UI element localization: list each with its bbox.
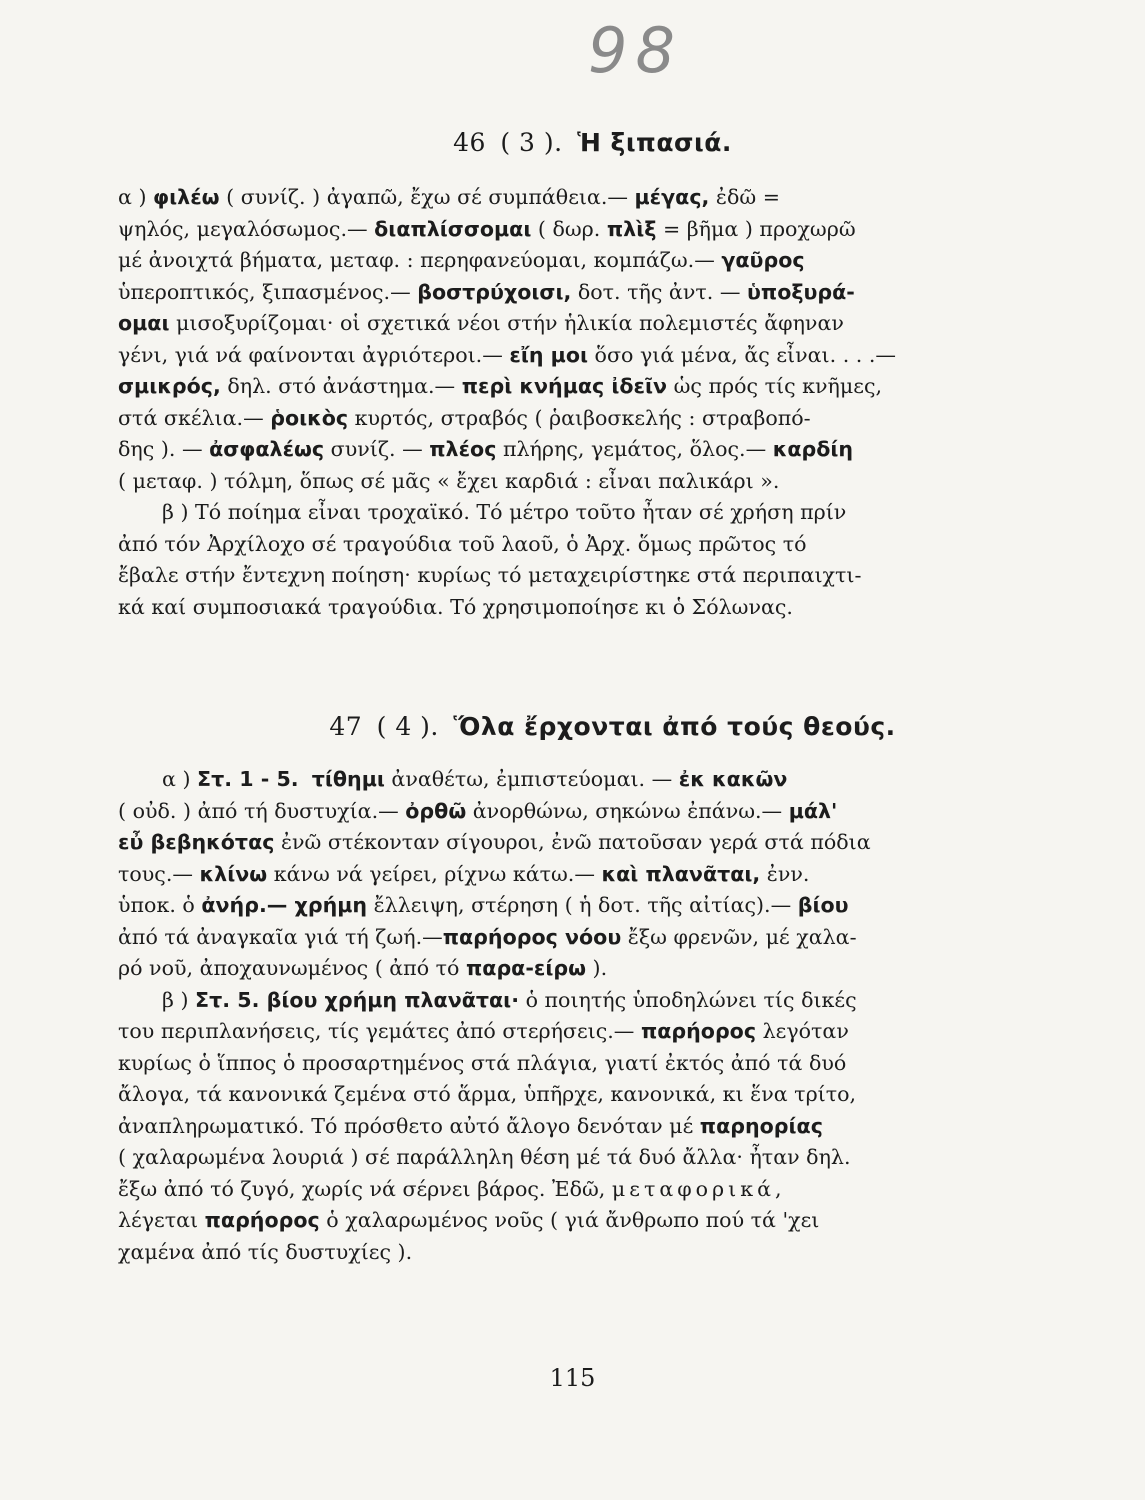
- lemma-term: βίου: [797, 893, 849, 917]
- text-run: [299, 767, 312, 791]
- text-run: ἐνῶ στέκονταν σίγουροι, ἐνῶ πατοῦσαν γερά στά πόδια: [274, 830, 871, 854]
- text-line: [118, 1048, 980, 1080]
- text-line: [118, 277, 980, 309]
- text-run: δηλ. στό ἀνάστημα.—: [220, 374, 462, 398]
- lemma-term: περὶ κνήμας ἰδεῖν: [461, 374, 668, 398]
- text-line: [118, 245, 980, 277]
- text-run: χαμένα ἀπό τίς δυστυχίες ).: [118, 1239, 413, 1264]
- text-run: του περιπλανήσεις, τίς γεμάτες ἀπό στερήσεις.—: [118, 1019, 641, 1043]
- section-47-body: [118, 764, 980, 1268]
- text-run: στά σκέλια.—: [118, 405, 271, 430]
- text-run: πλήρης, γεμάτος, ὅλος.—: [496, 437, 773, 461]
- text-run: κά καί συμποσιακά τραγούδια. Τό χρησιμοποίησε κι ὁ Σόλωνας.: [118, 594, 793, 619]
- text-line: [118, 827, 980, 859]
- text-line: [118, 466, 980, 498]
- lemma-term: πλέος: [429, 437, 497, 461]
- text-run: ψηλός, μεγαλόσωμος.—: [118, 216, 375, 241]
- text-run: = βῆμα ) προχωρῶ: [656, 216, 856, 241]
- lemma-term: βοστρύχοισι,: [417, 279, 572, 304]
- text-run: α ): [162, 767, 198, 791]
- text-line: [118, 953, 980, 985]
- text-run: ὁ χαλαρωμένος νοῦς ( γιά ἄνθρωπο πού τά 'χει: [319, 1208, 820, 1232]
- text-line: [118, 308, 980, 340]
- text-run: ).: [586, 956, 608, 980]
- section-number: 46: [453, 128, 486, 157]
- lemma-term: εἴη μοι: [509, 342, 589, 367]
- lemma-term: ἐκ κακῶν: [678, 767, 788, 791]
- lemma-term: κλίνω: [199, 861, 268, 886]
- text-run: δοτ. τῆς ἀντ. —: [571, 279, 747, 304]
- text-run: μέ ἀνοιχτά βήματα, μεταφ. : περηφανεύομαι, κομπάζω.—: [118, 248, 722, 272]
- text-run: ἔβαλε στήν ἔντεχνη ποίηση· κυρίως τό μεταχειρίστηκε στά περιπαιχτι-: [118, 563, 862, 587]
- text-run: ἀπό τά ἀναγκαῖα γιά τή ζωή.—: [118, 924, 443, 949]
- page-number: 115: [549, 1364, 596, 1392]
- text-line: [118, 371, 980, 403]
- text-line: [118, 859, 980, 891]
- text-line: [118, 890, 980, 922]
- lemma-term: σμικρός,: [118, 374, 221, 398]
- text-run: ἀναπληρωματικό. Τό πρόσθετο αὐτό ἄλογο δενόταν μέ: [118, 1113, 700, 1138]
- section-number: 47: [329, 712, 363, 741]
- lemma-term: φιλέω: [153, 185, 220, 209]
- text-run: ἔξω φρενῶν, μέ χαλα-: [621, 924, 857, 949]
- text-run: ἄλογα, τά κανονικά ζεμένα στό ἅρμα, ὑπῆρχε, κανονικά, κι ἕνα τρίτο,: [118, 1082, 857, 1106]
- lemma-term: πλὶξ: [606, 216, 657, 241]
- text-run: ( συνίζ. ) ἀγαπῶ, ἔχω σέ συμπάθεια.—: [219, 185, 635, 209]
- text-run: κυρίως ὁ ἵππος ὁ προσαρτημένος στά πλάγια, γιατί ἐκτός ἀπό τά δυό: [118, 1050, 847, 1075]
- text-line: [118, 764, 980, 796]
- lemma-term: τίθημι: [311, 767, 385, 791]
- lemma-term: διαπλίσσομαι: [374, 216, 532, 241]
- section-heading: Ὅλα ἔρχονται ἀπό τούς θεούς.: [453, 712, 896, 741]
- text-run: ὅσο γιά μένα, ἄς εἶναι. . . .—: [588, 342, 897, 367]
- lemma-term: καρδίη: [772, 437, 854, 461]
- text-line: [118, 497, 980, 529]
- text-run: ἔλλειψη, στέρηση ( ἡ δοτ. τῆς αἰτίας).—: [367, 893, 798, 917]
- spaced-emphasis: μεταφορικά,: [611, 1176, 786, 1201]
- text-run: ἀναθέτω, ἐμπιστεύομαι. —: [384, 767, 679, 791]
- lemma-term: παρήορος νόου: [442, 924, 622, 949]
- text-run: κυρτός, στραβός ( ῥαιβοσκελής : στραβοπό-: [348, 405, 811, 430]
- section-ref: ( 4 ).: [376, 712, 439, 741]
- text-line: [118, 560, 980, 592]
- text-run: ὁ ποιητής ὑποδηλώνει τίς δικές: [519, 987, 857, 1012]
- text-line: [118, 1016, 980, 1048]
- text-line: [118, 985, 980, 1017]
- text-run: ὡς πρός τίς κνῆμες,: [667, 374, 883, 398]
- text-run: τους.—: [118, 861, 200, 886]
- text-line: [118, 1237, 980, 1269]
- lemma-term: ὑποξυρά-: [747, 279, 855, 304]
- text-run: ( οὐδ. ) ἀπό τή δυστυχία.—: [118, 798, 406, 823]
- text-run: ρό νοῦ, ἀποχαυνωμένος ( ἀπό τό: [118, 956, 466, 980]
- text-line: [118, 214, 980, 246]
- text-line: [118, 434, 980, 466]
- text-line: [118, 182, 980, 214]
- text-run: ὑποκ. ὁ: [118, 893, 202, 917]
- text-run: α ): [118, 185, 154, 209]
- section-ref: ( 3 ).: [500, 128, 563, 157]
- text-run: ἀνορθώνω, σηκώνω ἐπάνω.—: [466, 798, 789, 823]
- lemma-term: παρήορος: [640, 1019, 757, 1043]
- lemma-term: παρηορίας: [699, 1113, 823, 1138]
- text-run: λεγόταν: [756, 1019, 849, 1043]
- text-run: ( χαλαρωμένα λουριά ) σέ παράλληλη θέση μέ τά δυό ἄλλα· ἦταν δηλ.: [118, 1145, 851, 1169]
- text-line: [118, 529, 980, 561]
- text-line: [118, 1205, 980, 1237]
- text-run: ( δωρ.: [531, 216, 607, 241]
- lemma-term: παρήορος: [204, 1208, 320, 1232]
- text-line: [118, 1079, 980, 1111]
- lemma-term: καὶ πλανᾶται,: [601, 861, 761, 886]
- lemma-term: ῥοικὸς: [270, 405, 349, 430]
- text-line: [118, 592, 980, 624]
- lemma-term: ὀρθῶ: [405, 798, 467, 823]
- text-line: [118, 340, 980, 372]
- text-run: ἔξω ἀπό τό ζυγό, χωρίς νά σέρνει βάρος. Ἐδῶ,: [118, 1176, 612, 1201]
- section-heading: Ἡ ξιπασιά.: [577, 128, 732, 157]
- text-run: ἐνν.: [760, 861, 810, 886]
- text-line: [118, 1174, 980, 1206]
- text-run: μισοξυρίζομαι· οἱ σχετικά νέοι στήν ἡλικία πολεμιστές ἄφηναν: [169, 311, 844, 335]
- text-run: συνίζ. —: [324, 437, 430, 461]
- text-line: [118, 1142, 980, 1174]
- section-47-title: [40, 712, 1145, 741]
- text-run: δης ). —: [118, 437, 210, 461]
- text-run: ἐδῶ =: [709, 185, 780, 209]
- text-run: ( μεταφ. ) τόλμη, ὅπως σέ μᾶς « ἔχει καρδιά : εἶναι παλικάρι ».: [118, 468, 780, 493]
- lemma-term: εὖ βεβηκότας: [118, 830, 275, 854]
- lemma-term: γαῦρος: [721, 248, 805, 272]
- lemma-term: ἀνήρ.— χρήμη: [201, 893, 368, 917]
- handwritten-page-note: 98: [588, 14, 683, 87]
- text-run: γένι, γιά νά φαίνονται ἀγριότεροι.—: [118, 342, 510, 367]
- text-run: κάνω νά γείρει, ρίχνω κάτω.—: [267, 861, 602, 886]
- section-46-body: [118, 182, 980, 623]
- lemma-term: παρα-είρω: [466, 956, 587, 980]
- text-line: [118, 403, 980, 435]
- lemma-term: Στ. 1 - 5.: [197, 767, 299, 791]
- lemma-term: ἀσφαλέως: [209, 437, 325, 461]
- text-line: [118, 796, 980, 828]
- lemma-term: ομαι: [118, 311, 170, 335]
- lemma-term: μάλ': [788, 798, 838, 823]
- text-line: [118, 922, 980, 954]
- text-run: ὑπεροπτικός, ξιπασμένος.—: [118, 279, 418, 304]
- section-46-title: [20, 128, 1145, 157]
- text-run: ἀπό τόν Ἀρχίλοχο σέ τραγούδια τοῦ λαοῦ, ὁ Ἀρχ. ὅμως πρῶτος τό: [118, 531, 807, 556]
- lemma-term: μέγας,: [634, 185, 710, 209]
- text-line: [118, 1111, 980, 1143]
- text-run: β ): [162, 987, 196, 1012]
- text-run: λέγεται: [118, 1208, 205, 1232]
- text-run: β ) Τό ποίημα εἶναι τροχαϊκό. Τό μέτρο τοῦτο ἦταν σέ χρήση πρίν: [162, 500, 847, 524]
- lemma-term: Στ. 5. βίου χρήμη πλανᾶται·: [195, 987, 520, 1012]
